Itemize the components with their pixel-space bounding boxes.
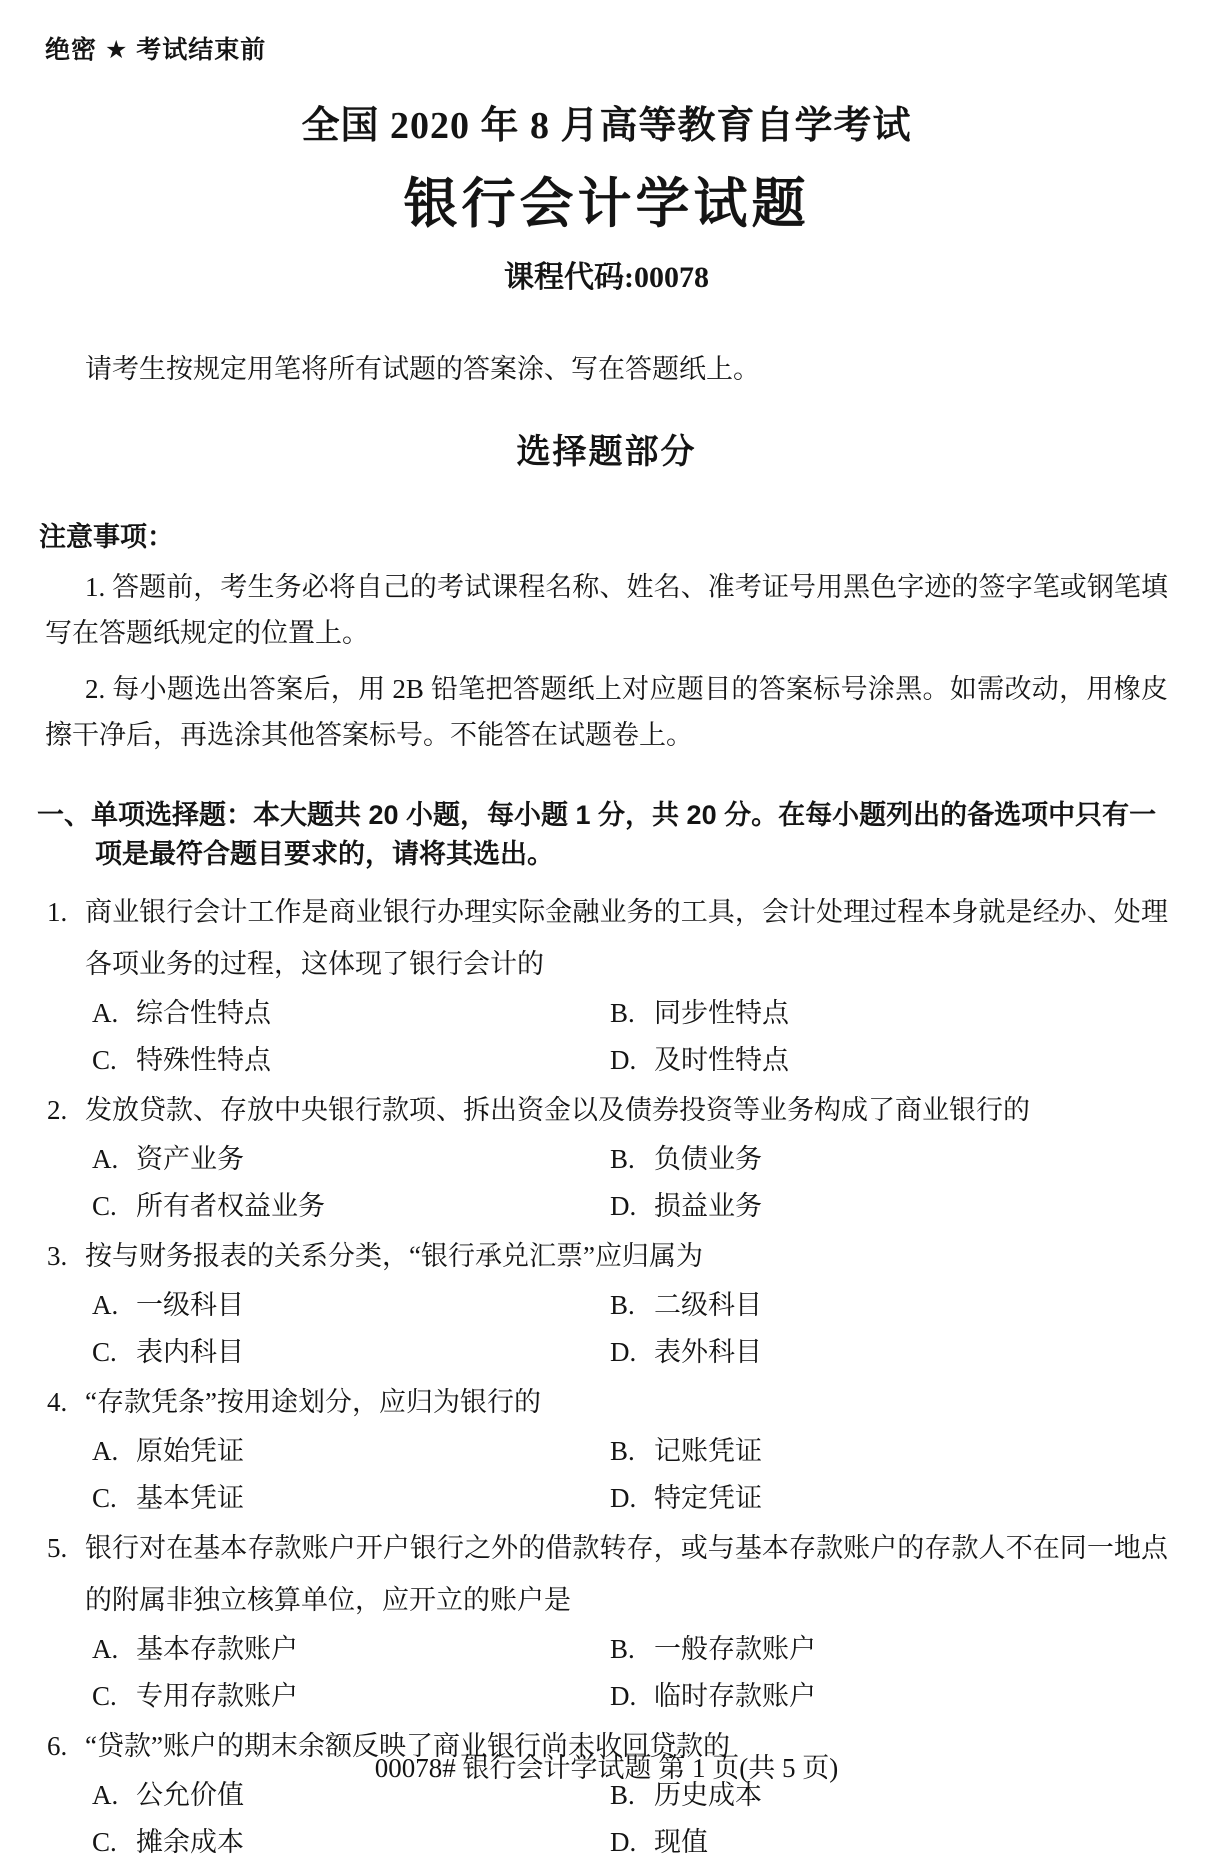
option: [92, 1673, 610, 1720]
option-text: 表外科目: [654, 1337, 762, 1367]
option: [92, 1428, 610, 1475]
option-text: 特殊性特点: [136, 1045, 271, 1075]
option-text: 所有者权益业务: [136, 1191, 325, 1221]
option-label: C.: [92, 1827, 117, 1857]
option-grid: [85, 1626, 1168, 1720]
option-text: 基本凭证: [136, 1483, 244, 1513]
question-number: 3.: [47, 1241, 68, 1271]
option-label: C.: [92, 1045, 117, 1075]
option-label: D.: [610, 1191, 637, 1221]
option-text: 同步性特点: [654, 998, 789, 1028]
question-number: 1.: [47, 897, 68, 927]
option-label: D.: [610, 1337, 637, 1367]
option-label: D.: [610, 1827, 637, 1857]
question: [45, 886, 1168, 1084]
page-footer: 00078# 银行会计学试题 第 1 页(共 5 页): [374, 1753, 839, 1783]
option: [92, 1475, 610, 1522]
option: [610, 1282, 1168, 1329]
option-label: C.: [92, 1191, 117, 1221]
option-grid: [85, 1428, 1168, 1522]
question-number: 2.: [47, 1095, 68, 1125]
option-label: A.: [92, 1144, 119, 1174]
option-text: 负债业务: [654, 1144, 762, 1174]
option-label: A.: [92, 998, 119, 1028]
question-stem: 银行对在基本存款账户开户银行之外的借款转存，或与基本存款账户的存款人不在同一地点的附属非独立核算单位，应开立的账户是: [85, 1533, 1168, 1615]
option: [92, 1819, 610, 1866]
option-text: 一级科目: [136, 1290, 244, 1320]
option-label: A.: [92, 1634, 119, 1664]
option-label: B.: [610, 1436, 635, 1466]
option: [610, 1037, 1168, 1084]
question: [45, 1084, 1168, 1230]
option-text: 二级科目: [654, 1290, 762, 1320]
question: [45, 1522, 1168, 1720]
option: [92, 1037, 610, 1084]
question-number: 5.: [47, 1533, 68, 1563]
secrecy-notice: 绝密 ★ 考试结束前: [45, 36, 267, 64]
section-heading: 一、单项选择题：本大题共 20 小题，每小题 1 分，共 20 分。在每小题列出的备选项中只有一项是最符合题目要求的，请将其选出。: [37, 800, 1157, 869]
option-label: C.: [92, 1483, 117, 1513]
option-text: 表内科目: [136, 1337, 244, 1367]
option: [92, 1329, 610, 1376]
option-grid: [85, 990, 1168, 1084]
question: [45, 1230, 1168, 1376]
course-code: 课程代码:00078: [504, 261, 709, 294]
exam-title-line1: 全国 2020 年 8 月高等教育自学考试: [301, 105, 912, 147]
notes-title: 注意事项：: [39, 522, 174, 552]
option-text: 专用存款账户: [136, 1681, 298, 1711]
option-text: 公允价值: [136, 1780, 244, 1810]
option: [610, 1428, 1168, 1475]
question: [45, 1720, 1168, 1866]
option: [610, 990, 1168, 1037]
option-text: 记账凭证: [654, 1436, 762, 1466]
option-label: B.: [610, 1144, 635, 1174]
option-label: B.: [610, 1780, 635, 1810]
option-text: 历史成本: [654, 1780, 762, 1810]
option-text: 一般存款账户: [654, 1634, 816, 1664]
option-text: 资产业务: [136, 1144, 244, 1174]
question-stem: 按与财务报表的关系分类，“银行承兑汇票”应归属为: [85, 1241, 703, 1271]
option-label: B.: [610, 998, 635, 1028]
question-stem: “存款凭条”按用途划分，应归为银行的: [85, 1387, 541, 1417]
question-number: 4.: [47, 1387, 68, 1417]
note-paragraph-1: 1. 答题前，考生务必将自己的考试课程名称、姓名、准考证号用黑色字迹的签字笔或钢笔填写在答题纸规定的位置上。: [45, 572, 1168, 648]
option: [610, 1819, 1168, 1866]
option: [610, 1183, 1168, 1230]
option-text: 基本存款账户: [136, 1634, 298, 1664]
option-label: B.: [610, 1634, 635, 1664]
option: [610, 1673, 1168, 1720]
option-label: A.: [92, 1780, 119, 1810]
option-label: C.: [92, 1337, 117, 1367]
option-grid: [85, 1772, 1168, 1866]
question-stem: “贷款”账户的期末余额反映了商业银行尚未收回贷款的: [85, 1731, 730, 1761]
option-label: D.: [610, 1681, 637, 1711]
option: [92, 990, 610, 1037]
option-grid: [85, 1282, 1168, 1376]
option-label: D.: [610, 1483, 637, 1513]
question-stem: 商业银行会计工作是商业银行办理实际金融业务的工具，会计处理过程本身就是经办、处理各项业务的过程，这体现了银行会计的: [85, 897, 1168, 979]
option: [610, 1136, 1168, 1183]
part-title: 选择题部分: [516, 433, 697, 471]
option-text: 综合性特点: [136, 998, 271, 1028]
question-list: [45, 886, 1168, 1866]
option: [610, 1475, 1168, 1522]
answer-sheet-instruction: 请考生按规定用笔将所有试题的答案涂、写在答题纸上。: [85, 354, 760, 384]
option: [610, 1329, 1168, 1376]
option-text: 特定凭证: [654, 1483, 762, 1513]
option: [92, 1183, 610, 1230]
option-text: 现值: [654, 1827, 708, 1857]
option: [610, 1626, 1168, 1673]
option-text: 原始凭证: [136, 1436, 244, 1466]
exam-title-line2: 银行会计学试题: [403, 174, 810, 234]
option-label: B.: [610, 1290, 635, 1320]
option-text: 摊余成本: [136, 1827, 244, 1857]
question-stem: 发放贷款、存放中央银行款项、拆出资金以及债券投资等业务构成了商业银行的: [85, 1095, 1030, 1125]
question-number: 6.: [47, 1731, 68, 1761]
option-label: A.: [92, 1436, 119, 1466]
option-label: D.: [610, 1045, 637, 1075]
option-text: 损益业务: [654, 1191, 762, 1221]
option-label: C.: [92, 1681, 117, 1711]
option: [92, 1626, 610, 1673]
question: [45, 1376, 1168, 1522]
option-label: A.: [92, 1290, 119, 1320]
option-text: 临时存款账户: [654, 1681, 816, 1711]
option-grid: [85, 1136, 1168, 1230]
option-text: 及时性特点: [654, 1045, 789, 1075]
option: [92, 1136, 610, 1183]
option: [92, 1282, 610, 1329]
note-paragraph-2: 2. 每小题选出答案后，用 2B 铅笔把答题纸上对应题目的答案标号涂黑。如需改动，用橡皮擦干净后，再选涂其他答案标号。不能答在试题卷上。: [45, 674, 1168, 750]
